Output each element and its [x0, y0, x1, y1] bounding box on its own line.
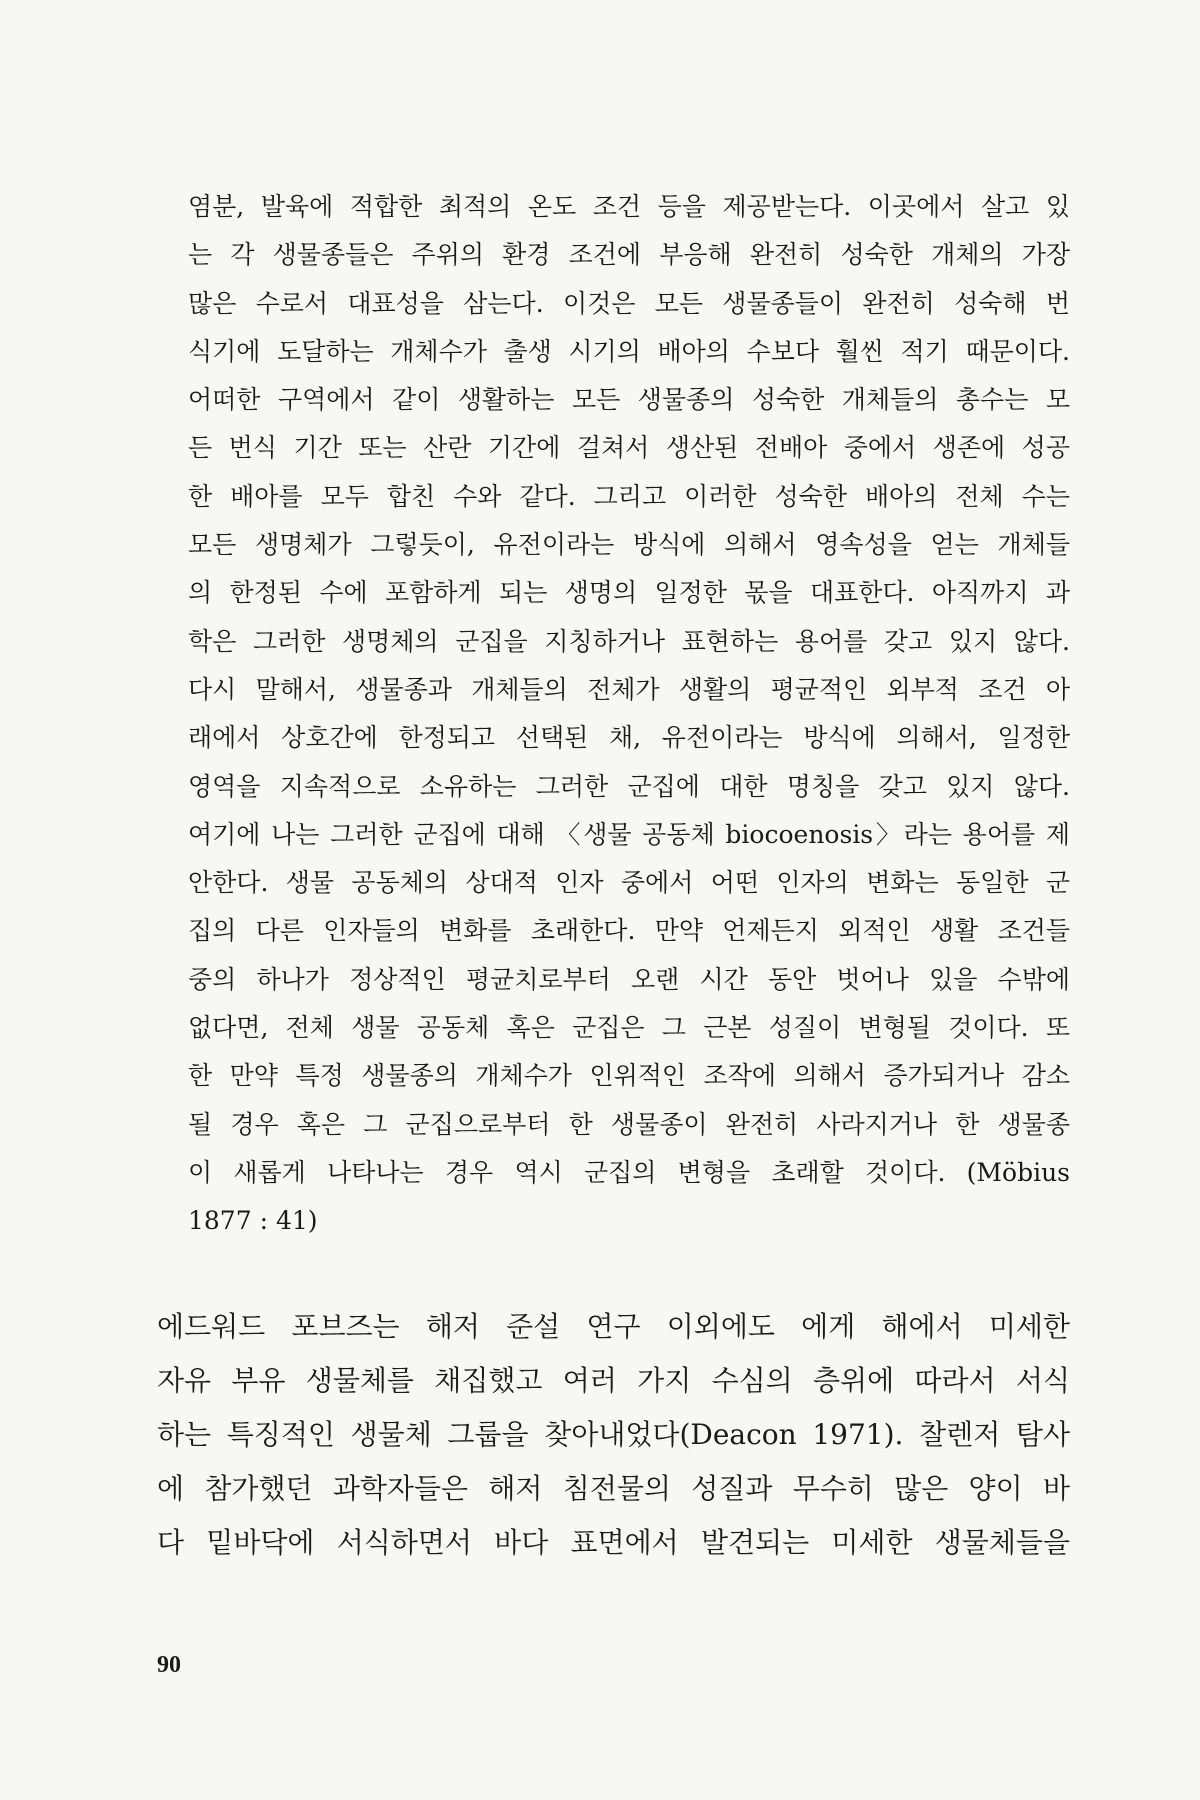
quote-line: 의 한정된 수에 포함하게 되는 생명의 일정한 몫을 대표한다. 아직까지 과	[188, 578, 1070, 608]
body-paragraph	[157, 1300, 1070, 1570]
quote-line: 한 만약 특정 생물종의 개체수가 인위적인 조작에 의해서 증가되거나 감소	[188, 1061, 1070, 1091]
quote-line: 식기에 도달하는 개체수가 출생 시기의 배아의 수보다 훨씬 적기 때문이다.	[188, 336, 1070, 366]
body-line: 자유 부유 생물체를 채집했고 여러 가지 수심의 층위에 따라서 서식	[157, 1364, 1070, 1397]
page-number: 90	[157, 1652, 181, 1678]
quote-line: 한 배아를 모두 합친 수와 같다. 그리고 이러한 성숙한 배아의 전체 수는	[188, 481, 1070, 511]
body-line: 에 참가했던 과학자들은 해저 침전물의 성질과 무수히 많은 양이 바	[157, 1472, 1070, 1505]
quote-line: 든 번식 기간 또는 산란 기간에 걸쳐서 생산된 전배아 중에서 생존에 성공	[188, 433, 1070, 463]
quote-line: 많은 수로서 대표성을 삼는다. 이것은 모든 생물종들이 완전히 성숙해 번	[188, 288, 1070, 318]
quote-line: 학은 그러한 생명체의 군집을 지칭하거나 표현하는 용어를 갖고 있지 않다.	[188, 626, 1070, 656]
quote-line: 영역을 지속적으로 소유하는 그러한 군집에 대한 명칭을 갖고 있지 않다.	[188, 771, 1070, 801]
quote-line: 중의 하나가 정상적인 평균치로부터 오랜 시간 동안 벗어나 있을 수밖에	[188, 964, 1070, 994]
quote-line: 집의 다른 인자들의 변화를 초래한다. 만약 언제든지 외적인 생활 조건들	[188, 916, 1070, 946]
quote-line: 어떠한 구역에서 같이 생활하는 모든 생물종의 성숙한 개체들의 총수는 모	[188, 385, 1070, 415]
quote-line: 모든 생명체가 그렇듯이, 유전이라는 방식에 의해서 영속성을 얻는 개체들	[188, 530, 1070, 560]
quote-citation-line: 1877 : 41)	[188, 1206, 318, 1236]
block-quote	[188, 183, 1070, 1246]
quote-line: 안한다. 생물 공동체의 상대적 인자 중에서 어떤 인자의 변화는 동일한 군	[188, 868, 1070, 898]
body-line: 하는 특징적인 생물체 그룹을 찾아내었다(Deacon 1971). 찰렌저 탐사	[157, 1418, 1070, 1451]
quote-line: 염분, 발육에 적합한 최적의 온도 조건 등을 제공받는다. 이곳에서 살고 있	[188, 192, 1070, 221]
quote-line: 래에서 상호간에 한정되고 선택된 채, 유전이라는 방식에 의해서, 일정한	[188, 723, 1070, 753]
quote-line: 될 경우 혹은 그 군집으로부터 한 생물종이 완전히 사라지거나 한 생물종	[188, 1109, 1070, 1139]
quote-line: 없다면, 전체 생물 공동체 혹은 군집은 그 근본 성질이 변형될 것이다. 또	[188, 1013, 1070, 1043]
quote-line: 는 각 생물종들은 주위의 환경 조건에 부응해 완전히 성숙한 개체의 가장	[188, 240, 1070, 270]
body-line: 에드워드 포브즈는 해저 준설 연구 이외에도 에게 해에서 미세한	[157, 1310, 1070, 1343]
quote-line: 다시 말해서, 생물종과 개체들의 전체가 생활의 평균적인 외부적 조건 아	[188, 674, 1070, 704]
quote-line: 이 새롭게 나타나는 경우 역시 군집의 변형을 초래할 것이다. (Möbius	[188, 1157, 1070, 1187]
quote-line: 여기에 나는 그러한 군집에 대해 〈생물 공동체 biocoenosis〉라는 용어를 제	[188, 819, 1070, 849]
body-line: 다 밑바닥에 서식하면서 바다 표면에서 발견되는 미세한 생물체들을	[157, 1526, 1070, 1559]
